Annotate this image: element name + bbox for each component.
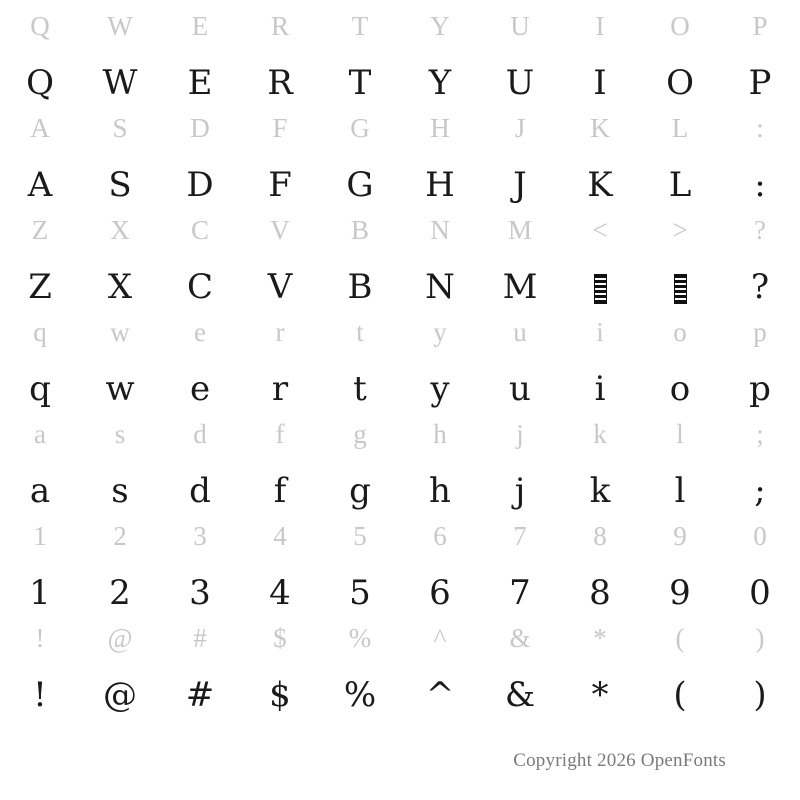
reference-glyph: <	[592, 214, 608, 245]
sample-glyph: k	[589, 471, 611, 511]
sample-glyph: u	[509, 369, 531, 409]
reference-glyph: X	[110, 214, 130, 245]
reference-glyph: $	[273, 622, 287, 653]
sample-glyph: j	[514, 471, 526, 511]
reference-row	[0, 204, 800, 256]
reference-glyph: L	[671, 112, 689, 143]
reference-glyph: 4	[273, 520, 287, 551]
reference-glyph: T	[351, 10, 369, 41]
reference-glyph: u	[513, 316, 527, 347]
reference-glyph: 1	[33, 520, 47, 551]
reference-glyph: 0	[753, 520, 767, 551]
sample-row	[0, 256, 800, 306]
sample-glyph: #	[185, 675, 215, 715]
reference-glyph: t	[356, 316, 364, 347]
reference-glyph: 5	[353, 520, 367, 551]
reference-row	[0, 306, 800, 358]
sample-glyph: Z	[28, 267, 52, 307]
reference-glyph: )	[755, 622, 765, 653]
reference-glyph: S	[112, 112, 128, 143]
sample-glyph: e	[189, 369, 211, 409]
reference-glyph: Y	[430, 10, 450, 41]
sample-glyph: y	[430, 369, 450, 409]
reference-row	[0, 408, 800, 460]
reference-glyph: *	[593, 622, 607, 653]
reference-glyph: F	[272, 112, 288, 143]
sample-glyph: Y	[428, 63, 452, 103]
sample-glyph: g	[349, 471, 371, 511]
reference-glyph: M	[507, 214, 532, 245]
reference-glyph: p	[753, 316, 767, 347]
reference-glyph: N	[430, 214, 450, 245]
sample-glyph: E	[187, 63, 213, 103]
sample-glyph: r	[271, 369, 289, 409]
sample-glyph: M	[502, 267, 538, 307]
reference-glyph: a	[34, 418, 46, 449]
sample-glyph: I	[593, 63, 607, 103]
reference-glyph: 6	[433, 520, 447, 551]
reference-glyph: O	[670, 10, 690, 41]
sample-glyph: C	[186, 267, 213, 307]
sample-glyph: V	[267, 267, 293, 307]
reference-glyph: g	[353, 418, 367, 449]
sample-glyph: 0	[749, 573, 771, 613]
reference-glyph: Q	[30, 10, 50, 41]
reference-glyph: C	[190, 214, 209, 245]
reference-glyph: !	[35, 622, 45, 653]
sample-glyph: X	[107, 267, 133, 307]
reference-glyph: ?	[754, 214, 766, 245]
reference-glyph: >	[672, 214, 688, 245]
reference-glyph: f	[275, 418, 285, 449]
sample-glyph: D	[186, 165, 214, 205]
sample-row	[0, 460, 800, 510]
sample-glyph: N	[425, 267, 455, 307]
reference-glyph: 9	[673, 520, 687, 551]
reference-glyph: D	[190, 112, 210, 143]
reference-glyph: ^	[433, 622, 447, 653]
sample-glyph: i	[594, 369, 606, 409]
missing-glyph-icon	[674, 274, 687, 304]
reference-glyph: E	[191, 10, 209, 41]
reference-glyph: o	[673, 316, 687, 347]
sample-glyph: ?	[750, 267, 770, 307]
reference-glyph: @	[107, 622, 133, 653]
reference-glyph: &	[509, 622, 531, 653]
reference-glyph: %	[348, 622, 372, 653]
sample-glyph: (	[673, 675, 687, 715]
reference-glyph: j	[516, 418, 524, 449]
reference-glyph: i	[596, 316, 604, 347]
sample-glyph	[560, 256, 640, 306]
sample-glyph: *	[591, 675, 609, 715]
reference-glyph: ;	[756, 418, 764, 449]
sample-glyph: s	[111, 471, 129, 511]
sample-row	[0, 664, 800, 714]
reference-glyph: :	[756, 112, 764, 143]
sample-glyph: Q	[26, 63, 54, 103]
copyright-notice: Copyright 2026 OpenFonts	[513, 750, 726, 771]
reference-glyph: h	[433, 418, 447, 449]
reference-row	[0, 612, 800, 664]
sample-glyph: t	[353, 369, 367, 409]
missing-glyph-icon	[594, 274, 607, 304]
sample-glyph: R	[267, 63, 293, 103]
reference-glyph: 2	[113, 520, 127, 551]
reference-glyph: (	[675, 622, 685, 653]
sample-glyph: 7	[509, 573, 531, 613]
sample-glyph: H	[425, 165, 455, 205]
sample-glyph: S	[108, 165, 132, 205]
reference-row	[0, 0, 800, 52]
sample-glyph: o	[669, 369, 691, 409]
reference-glyph: 3	[193, 520, 207, 551]
sample-glyph: $	[269, 675, 291, 715]
sample-glyph: 4	[269, 573, 291, 613]
reference-glyph: I	[595, 10, 605, 41]
reference-glyph: H	[430, 112, 450, 143]
sample-glyph: 1	[29, 573, 51, 613]
sample-glyph: a	[29, 471, 51, 511]
sample-glyph: ;	[754, 471, 766, 511]
sample-glyph: )	[753, 675, 767, 715]
sample-glyph: B	[347, 267, 373, 307]
reference-glyph: s	[114, 418, 126, 449]
sample-glyph: @	[103, 675, 137, 715]
reference-row	[0, 102, 800, 154]
sample-glyph: l	[674, 471, 686, 511]
sample-glyph: P	[748, 63, 772, 103]
sample-glyph: W	[102, 63, 138, 103]
sample-glyph: K	[587, 165, 613, 205]
sample-glyph: p	[749, 369, 771, 409]
sample-glyph: :	[754, 165, 766, 205]
sample-glyph: !	[33, 675, 47, 715]
reference-glyph: J	[514, 112, 526, 143]
reference-glyph: 7	[513, 520, 527, 551]
reference-glyph: l	[676, 418, 684, 449]
sample-row	[0, 562, 800, 612]
sample-row	[0, 52, 800, 102]
reference-glyph: y	[433, 316, 447, 347]
reference-glyph: P	[752, 10, 768, 41]
reference-glyph: q	[33, 316, 47, 347]
reference-glyph: R	[270, 10, 289, 41]
sample-glyph: 2	[109, 573, 131, 613]
reference-glyph: 8	[593, 520, 607, 551]
sample-glyph: U	[505, 63, 535, 103]
sample-glyph: f	[273, 471, 287, 511]
sample-row	[0, 358, 800, 408]
sample-glyph: A	[27, 165, 53, 205]
sample-glyph: h	[429, 471, 451, 511]
reference-glyph: #	[193, 622, 207, 653]
sample-glyph	[640, 256, 720, 306]
reference-glyph: Z	[31, 214, 49, 245]
sample-glyph: 8	[589, 573, 611, 613]
reference-glyph: A	[30, 112, 50, 143]
sample-glyph: d	[189, 471, 211, 511]
reference-glyph: k	[593, 418, 607, 449]
reference-glyph: w	[110, 316, 130, 347]
sample-row	[0, 154, 800, 204]
sample-glyph: 3	[189, 573, 211, 613]
reference-glyph: e	[194, 316, 206, 347]
reference-glyph: B	[350, 214, 369, 245]
sample-glyph: 5	[349, 573, 371, 613]
sample-glyph: 9	[669, 573, 691, 613]
reference-row	[0, 510, 800, 562]
reference-glyph: V	[270, 214, 290, 245]
reference-glyph: d	[193, 418, 207, 449]
sample-glyph: T	[348, 63, 372, 103]
sample-glyph: F	[268, 165, 292, 205]
reference-glyph: G	[350, 112, 370, 143]
sample-glyph: &	[504, 675, 536, 715]
sample-glyph: J	[513, 165, 527, 205]
reference-glyph: K	[590, 112, 610, 143]
sample-glyph: w	[105, 369, 135, 409]
reference-glyph: U	[510, 10, 530, 41]
sample-glyph: ^	[425, 675, 455, 715]
sample-glyph: %	[343, 675, 377, 715]
reference-glyph: W	[107, 10, 133, 41]
reference-glyph: r	[275, 316, 285, 347]
sample-glyph: G	[346, 165, 374, 205]
sample-glyph: O	[666, 63, 694, 103]
sample-glyph: q	[29, 369, 51, 409]
sample-glyph: L	[668, 165, 692, 205]
sample-glyph: 6	[429, 573, 451, 613]
